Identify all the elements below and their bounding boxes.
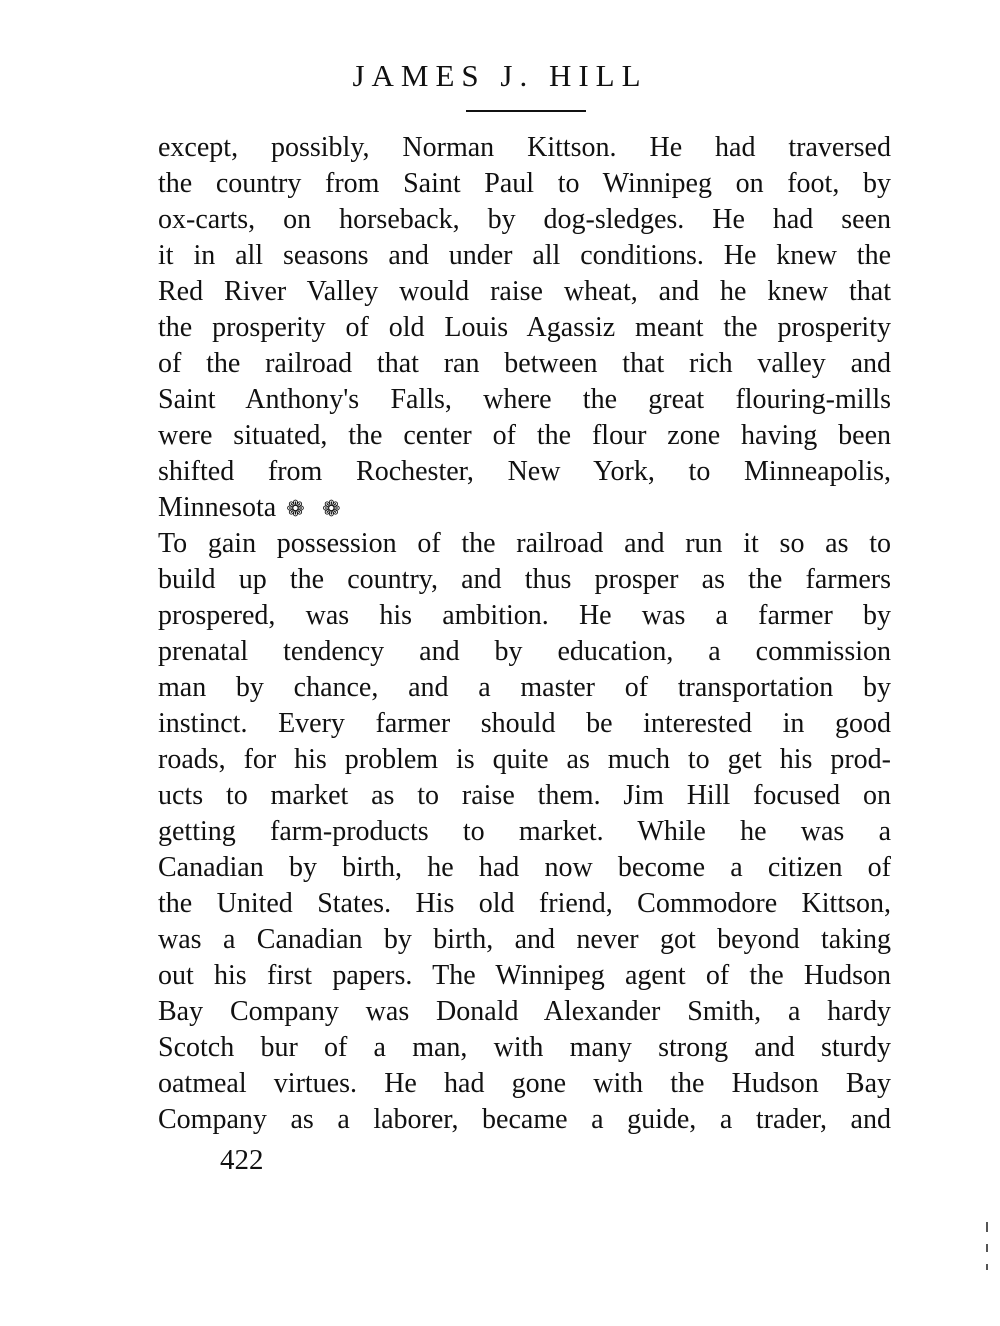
- text-line: Company as a laborer, became a guide, a trader, and: [158, 1104, 891, 1135]
- text-line: the country from Saint Paul to Winnipeg on foot, by: [158, 168, 891, 199]
- paragraph-end-line: [158, 490, 891, 526]
- text-line: instinct. Every farmer should be interested in good: [158, 708, 891, 739]
- text-line: Bay Company was Donald Alexander Smith, a hardy: [158, 996, 891, 1027]
- text-line: was a Canadian by birth, and never got beyond taking: [158, 924, 891, 955]
- ornament-icon: ❁ ❁: [286, 496, 347, 521]
- page-number: 422: [220, 1144, 264, 1176]
- head-rule: [466, 110, 586, 112]
- body-text: [158, 130, 891, 1138]
- text-line: ucts to market as to raise them. Jim Hill focused on: [158, 780, 891, 811]
- text-line: oatmeal virtues. He had gone with the Hudson Bay: [158, 1068, 891, 1099]
- text-line: To gain possession of the railroad and run it so as to: [158, 528, 891, 559]
- text-line: of the railroad that ran between that rich valley and: [158, 348, 891, 379]
- text-line: Canadian by birth, he had now become a citizen of: [158, 852, 891, 883]
- scan-edge-mark: [986, 1222, 988, 1232]
- text-line: Minnesota: [158, 492, 277, 523]
- text-line: shifted from Rochester, New York, to Minneapolis,: [158, 456, 891, 487]
- text-line: were situated, the center of the flour zone having been: [158, 420, 891, 451]
- text-line: the United States. His old friend, Commodore Kittson,: [158, 888, 891, 919]
- text-line: Scotch bur of a man, with many strong and sturdy: [158, 1032, 891, 1063]
- text-line: Saint Anthony's Falls, where the great flouring-mills: [158, 384, 891, 415]
- text-line: roads, for his problem is quite as much to get his prod-: [158, 744, 891, 775]
- running-head: JAMES J. HILL: [352, 58, 648, 93]
- text-line: out his first papers. The Winnipeg agent of the Hudson: [158, 960, 891, 991]
- text-line: build up the country, and thus prosper as the farmers: [158, 564, 891, 595]
- text-line: the prosperity of old Louis Agassiz meant the prosperity: [158, 312, 891, 343]
- text-line: except, possibly, Norman Kittson. He had traversed: [158, 132, 891, 163]
- text-line: man by chance, and a master of transportation by: [158, 672, 891, 703]
- scan-edge-mark: [986, 1244, 988, 1252]
- text-line: prenatal tendency and by education, a commission: [158, 636, 891, 667]
- scan-edge-mark: [986, 1264, 988, 1270]
- text-line: ox-carts, on horseback, by dog-sledges. He had seen: [158, 204, 891, 235]
- text-line: Red River Valley would raise wheat, and he knew that: [158, 276, 891, 307]
- text-line: getting farm-products to market. While he was a: [158, 816, 891, 847]
- text-line: prospered, was his ambition. He was a farmer by: [158, 600, 891, 631]
- text-line: it in all seasons and under all conditions. He knew the: [158, 240, 891, 271]
